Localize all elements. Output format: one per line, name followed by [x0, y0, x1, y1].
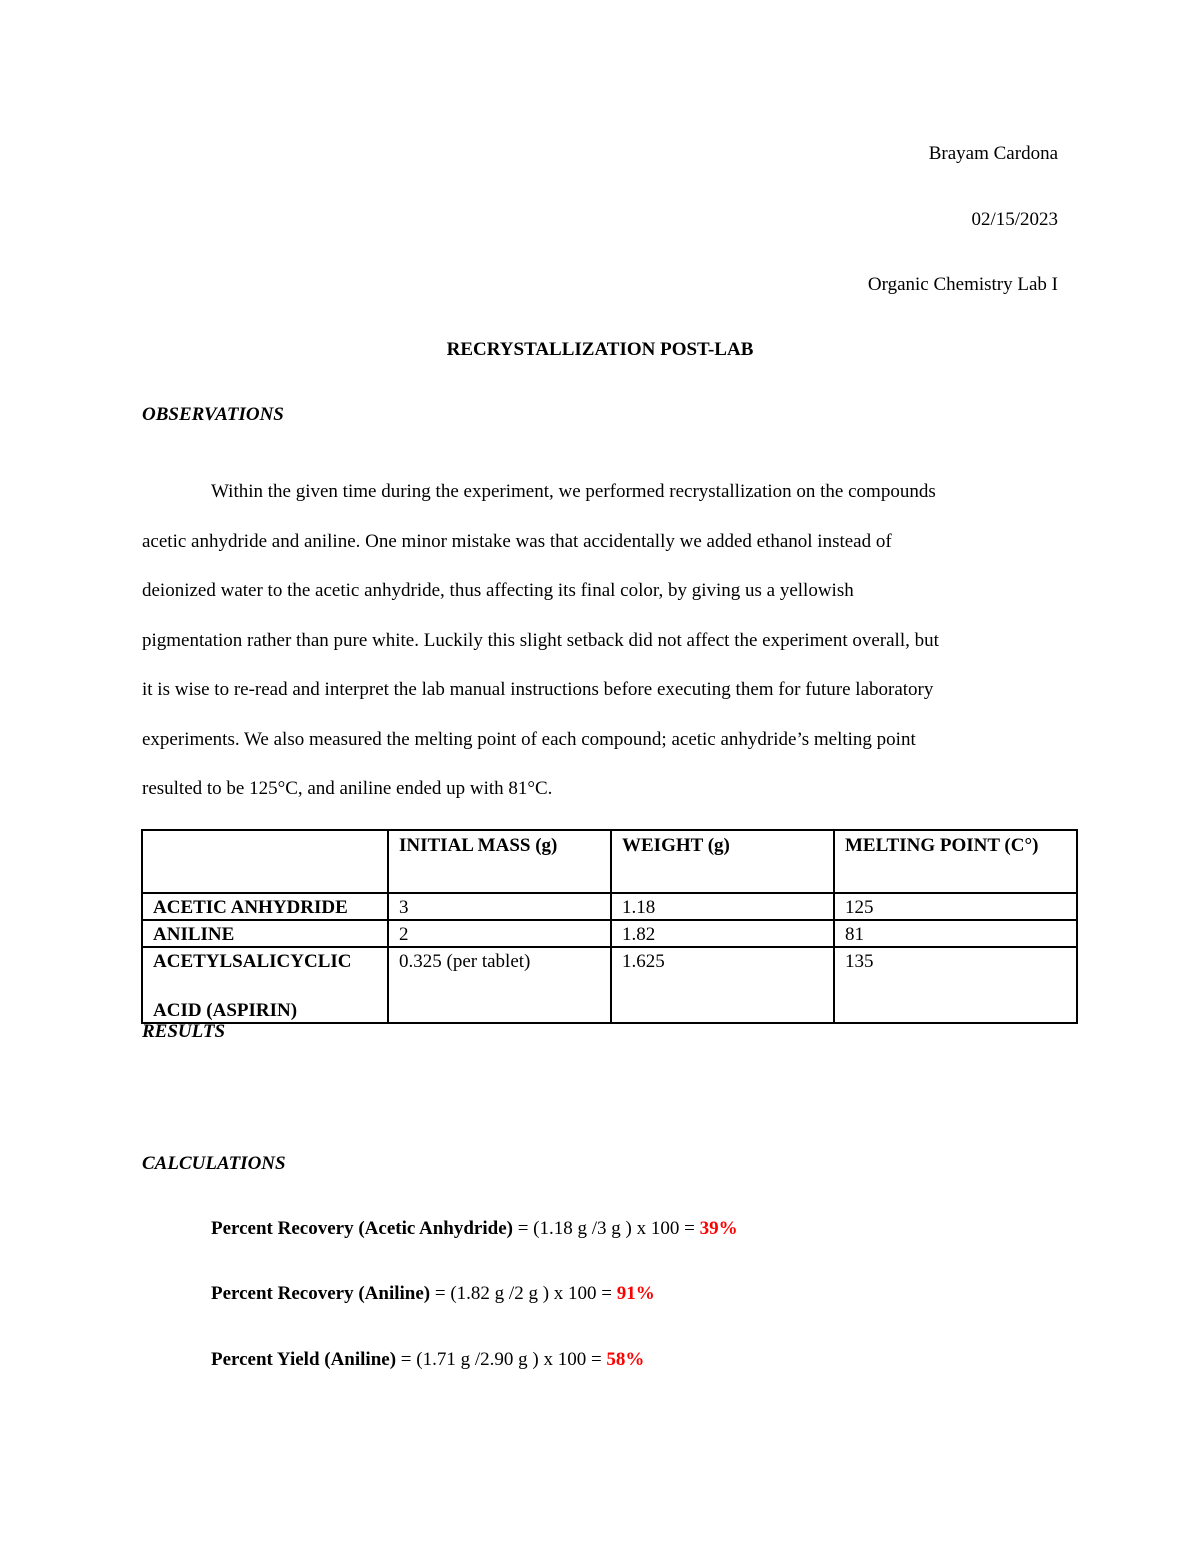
weight-cell: 1.82 [611, 920, 834, 947]
calculation-formula: = (1.18 g /3 g ) x 100 = [512, 1218, 700, 1239]
paragraph-line: resulted to be 125°C, and aniline ended up with 81°C. [142, 778, 553, 799]
section-heading-results: RESULTS [142, 1021, 226, 1042]
melting-point-cell: 135 [834, 947, 1077, 1023]
calculation-line [211, 1283, 655, 1305]
row-label [142, 947, 388, 1023]
row-label: ACETIC ANHYDRIDE [142, 893, 388, 920]
table-row [142, 947, 1077, 1023]
weight-cell: 1.18 [611, 893, 834, 920]
row-label-line-2: ACID (ASPIRIN) [153, 1000, 298, 1021]
table-row [142, 920, 1077, 947]
calculation-formula: = (1.71 g /2.90 g ) x 100 = [396, 1349, 607, 1370]
row-label: ANILINE [142, 920, 388, 947]
weight-cell: 1.625 [611, 947, 834, 1023]
calculation-result: 39% [699, 1218, 738, 1239]
document-date: 02/15/2023 [971, 209, 1058, 230]
initial-mass-cell: 3 [388, 893, 611, 920]
calculation-label: Percent Recovery (Aniline) [211, 1283, 431, 1304]
observations-paragraph [142, 467, 1072, 814]
table-header-cell: MELTING POINT (C°) [834, 830, 1077, 893]
paragraph-line: deionized water to the acetic anhydride, thus affecting its final color, by giving us a yellowish [142, 580, 854, 601]
course-name: Organic Chemistry Lab I [867, 274, 1058, 295]
paragraph-line: Within the given time during the experiment, we performed recrystallization on the compounds [211, 481, 936, 502]
table-header-cell: INITIAL MASS (g) [388, 830, 611, 893]
paragraph-line: it is wise to re-read and interpret the lab manual instructions before executing them for future laboratory [142, 679, 934, 700]
table-header-cell: WEIGHT (g) [611, 830, 834, 893]
calculation-formula: = (1.82 g /2 g ) x 100 = [430, 1283, 617, 1304]
melting-point-cell: 81 [834, 920, 1077, 947]
calculation-result: 91% [616, 1283, 655, 1304]
calculation-result: 58% [606, 1349, 645, 1370]
row-label-line-1: ACETYLSALICYCLIC [153, 951, 352, 972]
paragraph-line: acetic anhydride and aniline. One minor mistake was that accidentally we added ethanol instead of [142, 530, 892, 552]
calculation-line [211, 1218, 738, 1240]
author-name: Brayam Cardona [928, 143, 1058, 164]
calculation-label: Percent Yield (Aniline) [211, 1349, 397, 1370]
paragraph-line: pigmentation rather than pure white. Luckily this slight setback did not affect the experiment overall, but [142, 629, 939, 651]
melting-point-cell: 125 [834, 893, 1077, 920]
section-heading-calculations: CALCULATIONS [142, 1153, 286, 1174]
table-header-row [142, 830, 1077, 893]
initial-mass-cell: 0.325 (per tablet) [388, 947, 611, 1023]
document-title: RECRYSTALLIZATION POST-LAB [446, 339, 754, 360]
section-heading-observations: OBSERVATIONS [142, 404, 284, 425]
table-header-cell [142, 830, 388, 893]
table-row [142, 893, 1077, 920]
paragraph-line: experiments. We also measured the melting point of each compound; acetic anhydride’s melting point [142, 728, 916, 750]
calculation-line [211, 1349, 644, 1371]
calculation-label: Percent Recovery (Acetic Anhydride) [211, 1218, 513, 1239]
initial-mass-cell: 2 [388, 920, 611, 947]
results-table [141, 829, 1078, 1024]
